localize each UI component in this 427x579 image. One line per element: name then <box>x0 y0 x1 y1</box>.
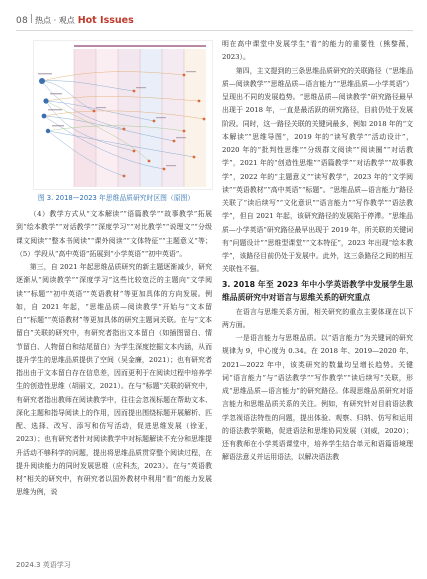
paragraph: 第四，主文提到的三条思维品质研究的关联路径（“思维品质—阅读教学”“思维品质—语言能力”“思维品质—小学英语”）呈现出不同的发展趋势。“思维品质—阅读教学”研究路径最早出现于 2018 年，一直是最活跃的研究路径，目前仍处于发展阶段。同时，这一路径关联的关键词最多，例如 2018 年的“文本解读”“思维导图”，2019 年的“读写教学”“活动设计”，2020 年的“批判性思维”“分级群文阅读”“阅读圈”“对话教学”，2021 年的“创造性思维”“语篇教学”“对话教学”“故事教学”，2022 年的“主题意义”“读写教学”，2023 年的“文学阅读”“英语教材”“高中英语”“标题”。“思维品质—语言能力”路径关联了“读后续写”“文化意识”“语言能力”“写作教学”“语法教学”，但自 2021 年起，该研究路径的发展陷于停滞。“思维品质—小学英语”研究路径最早出现于 2019 年，所关联的关键词有“问题设计”“思维型课堂”“文本特征”，2023 年出现“绘本教学”，该路径目前仍处于发展中。此外，这三条路径之间的相互关联性不强。 <box>222 66 413 274</box>
header-divider <box>31 14 32 23</box>
timezone-map-figure <box>33 40 213 190</box>
section-name-cn: 热点 · 观点 <box>35 16 75 25</box>
paragraph: 第三，自 2021 年起思维品质研究的新主题逐渐减少，研究逐渐从“阅读教学”“深度学习”这些比较宽泛的主题向“文学阅读”“标题”“初中英语”“英语教材”等更加具体的方向发展。例如，自 2021 年起，“思维品质—阅读教学”开始与“文本留白”“标题”“英语教材”等更加具体的研究主题词关联。在与“文本留白”关联的研究中，有研究者指出文本留白（如插图留白、情节留白、人物留白和结尾留白）为学生深度挖掘文本内涵，从而提升学生的思维品质提供了空间（吴金廉，2021）；也有研究者指出由于文本留白存在信息差，因而更利于在阅读过程中培养学生的创造性思维（胡丽文，2021）。在与“标题”关联的研究中，有研究者指出教师在阅读教学中，往往会忽视标题在帮助文本、深化主题和指导阅读上的作用，因而提出围绕标题开展解析、匹配、选择、改写、添写和仿写活动，促进思维发展（徐亚，2023）；也有研究者针对阅读教学中对标题解读不充分和思维提升活动不够科学的问题，提出将思维品质贯穿整个阅读过程，在提升阅读能力的同时发展思维（应科杰，2023）。在与“英语教材”相关的研究中，有研究者以国外教材中利用“看”的能力发展思维为例，说 <box>16 263 212 497</box>
section-name-en: Hot Issues <box>77 15 134 26</box>
paragraph: 明在高中课堂中发展学生“看”的能力的重要性（熊黎薇，2023）。 <box>222 40 413 62</box>
paragraph: 在语言与思维关系方面，相关研究的重点主要体现在以下两方面。 <box>222 307 413 329</box>
running-header <box>16 14 134 28</box>
paragraph: 一是语言能力与思维品质。以“语言能力”为关键词的研究规律为 9，中心度为 0.34。在 2018 年、2019—2020 年、2021—2022 年中，该类研究的数量均呈增长趋势。关键词“语言能力”与“语法教学”“写作教学”“读后续写”关联，形成“思维品质—语言能力”的研究路径。体现思维品质研究对语言能力和思维品质关系的关注。例如，有研究针对目前语法教学忽视语法特性的问题，提出体验、观察、归纳、仿写和运用的语法教学策略，促进语法和思维协同发展（刘威，2020）；还有教师在小学英语课堂中，培养学生结合单元和语篇语境理解语法意义并运用语法，以解决语法教 <box>222 334 413 462</box>
left-text-column <box>16 208 212 500</box>
section-heading: 3. 2018 年至 2023 年中小学英语教学中发展学生思维品质研究中对语言与思维关系的研究重点 <box>222 279 413 302</box>
right-text-column <box>222 38 413 465</box>
page-footer: 2024.3 英语学习 <box>16 561 71 569</box>
figure-caption: 图 3. 2018—2023 年思维品质研究时区图（原图） <box>37 194 195 202</box>
timezone-map-image <box>34 41 213 190</box>
paragraph: （4）教学方式从“文本解读”“语篇教学”“故事教学”拓展到“绘本教学”“对话教学”“深度学习”“对比教学”“说理文”“分级课文阅读”“整本书阅读”“课外阅读”“文体特征”“主题意义”等；（5）学段从“高中英语”拓展到“小学英语”“初中英语”。 <box>16 210 212 258</box>
page-number: 08 <box>16 16 29 26</box>
header-rule <box>16 30 413 31</box>
section-heading-block <box>222 278 413 305</box>
